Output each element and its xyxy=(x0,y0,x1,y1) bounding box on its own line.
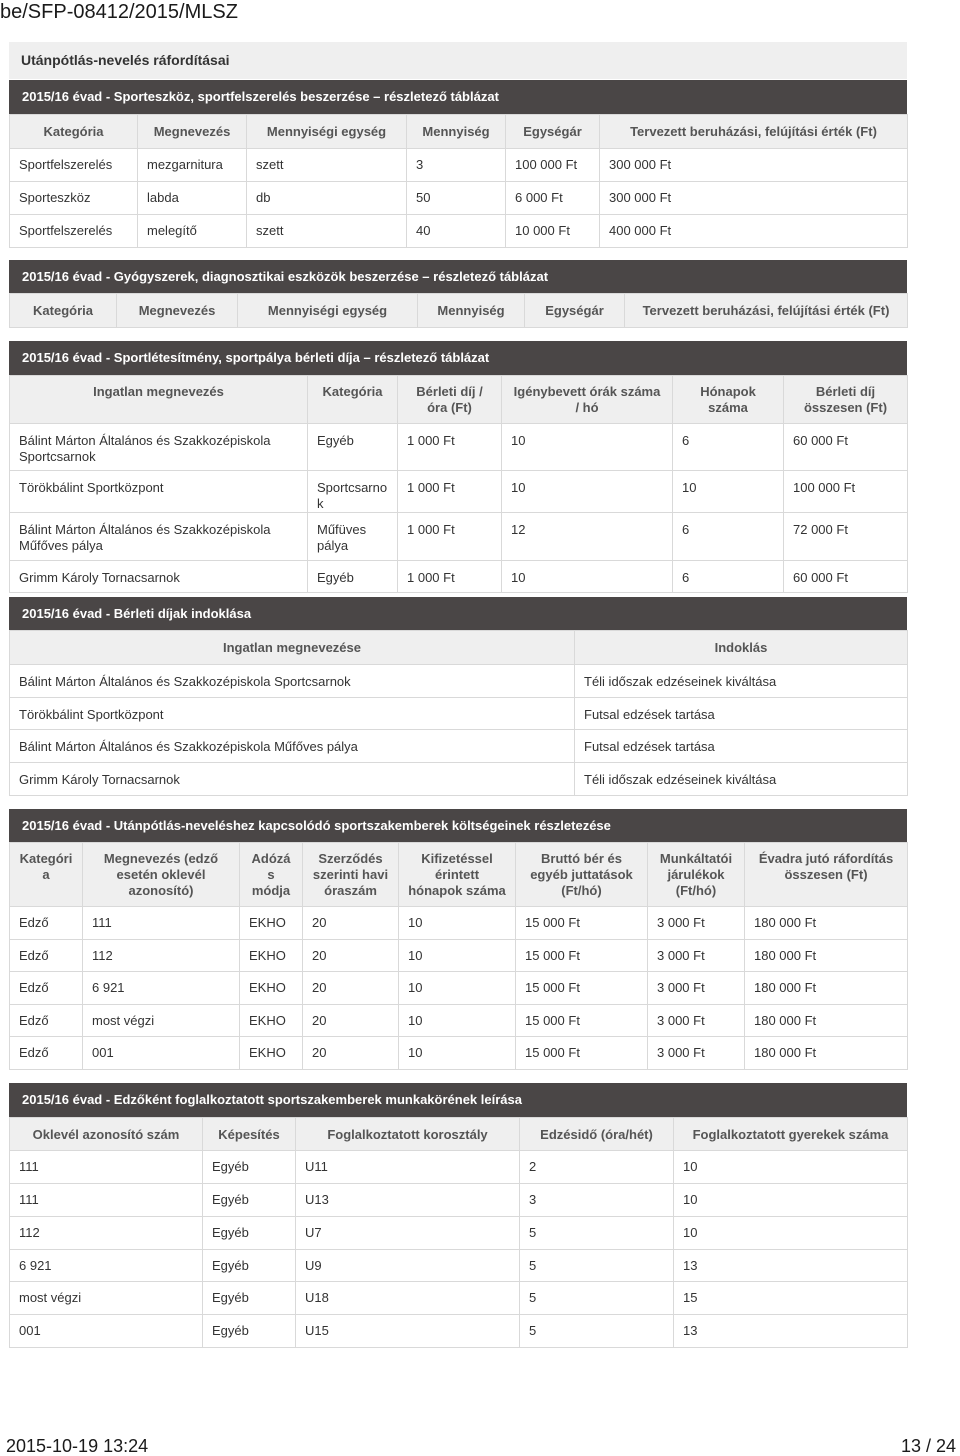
table-cell: 10 xyxy=(502,424,673,471)
table-cell: 6 921 xyxy=(83,972,240,1005)
table-title: 2015/16 évad - Edzőként foglalkoztatott sportszakemberek munkakörének leírása xyxy=(9,1083,907,1117)
column-header: Megnevezés xyxy=(117,294,238,328)
data-table xyxy=(9,1117,908,1348)
table-cell: Egyéb xyxy=(308,561,398,593)
table-cell: Téli időszak edzéseinek kiváltása xyxy=(575,763,908,796)
table-row xyxy=(10,561,908,593)
table-row xyxy=(10,182,908,215)
table-header-row xyxy=(10,631,908,665)
table-cell: Edző xyxy=(10,940,83,972)
table-cell: 10 000 Ft xyxy=(506,215,600,248)
table-cell: EKHO xyxy=(240,972,303,1005)
data-table xyxy=(9,375,908,593)
column-header: Kategória xyxy=(10,843,83,907)
table-cell: 10 xyxy=(399,940,516,972)
table-cell: 1 000 Ft xyxy=(398,471,502,513)
table-cell: 001 xyxy=(83,1037,240,1070)
table-header-row xyxy=(10,843,908,907)
document-id: be/SFP-08412/2015/MLSZ xyxy=(0,1,238,23)
table-cell: 15 000 Ft xyxy=(516,940,648,972)
table-cell: EKHO xyxy=(240,940,303,972)
table-cell: Futsal edzések tartása xyxy=(575,730,908,763)
table-row xyxy=(10,424,908,471)
column-header: Egységár xyxy=(506,115,600,149)
table-cell: 3 xyxy=(407,149,506,182)
column-header: Évadra jutó ráfordítás összesen (Ft) xyxy=(745,843,908,907)
table-cell: EKHO xyxy=(240,1005,303,1037)
table-title: 2015/16 évad - Bérleti díjak indoklása xyxy=(9,597,907,630)
footer-timestamp: 2015-10-19 13:24 xyxy=(6,1436,149,1456)
table-cell: 20 xyxy=(303,972,399,1005)
table-cell: 400 000 Ft xyxy=(600,215,908,248)
table-cell: 180 000 Ft xyxy=(745,907,908,940)
table-cell: 10 xyxy=(502,471,673,513)
section-title: Utánpótlás-nevelés ráfordításai xyxy=(9,42,907,79)
table-cell: 3 000 Ft xyxy=(648,907,745,940)
table-cell: 10 xyxy=(674,1151,908,1184)
table-cell: Bálint Márton Általános és Szakkozépiskola Műfőves pálya xyxy=(10,513,308,561)
table-cell: Törökbálint Sportközpont xyxy=(10,698,575,730)
table-cell: Egyéb xyxy=(203,1250,296,1282)
table-cell: 111 xyxy=(83,907,240,940)
column-header: Ingatlan megnevezése xyxy=(10,631,575,665)
table-cell: EKHO xyxy=(240,907,303,940)
table-cell: Sportcsarnok xyxy=(308,471,398,513)
table-cell: Egyéb xyxy=(203,1282,296,1315)
table-cell: Sportfelszerelés xyxy=(10,215,138,248)
table-cell: 2 xyxy=(520,1151,674,1184)
column-header: Mennyiség xyxy=(407,115,506,149)
data-table xyxy=(9,114,908,248)
table-row xyxy=(10,1151,908,1184)
table-cell: Egyéb xyxy=(203,1315,296,1348)
table-cell: labda xyxy=(138,182,247,215)
table-cell: 100 000 Ft xyxy=(506,149,600,182)
table-cell: 15 xyxy=(674,1282,908,1315)
table-cell: Egyéb xyxy=(203,1217,296,1250)
t4-block xyxy=(9,597,907,796)
table-cell: 3 000 Ft xyxy=(648,1037,745,1070)
table-cell: Grimm Károly Tornacsarnok xyxy=(10,763,575,796)
t2-block xyxy=(9,260,907,328)
table-cell: Bálint Márton Általános és Szakkozépiskola Sportcsarnok xyxy=(10,424,308,471)
column-header: Oklevél azonosító szám xyxy=(10,1118,203,1151)
table-row xyxy=(10,972,908,1005)
column-header: Kategória xyxy=(308,376,398,424)
column-header: Foglalkoztatott korosztály xyxy=(296,1118,520,1151)
column-header: Bérleti díj / óra (Ft) xyxy=(398,376,502,424)
column-header: Mennyiségi egység xyxy=(238,294,418,328)
table-cell: 111 xyxy=(10,1184,203,1217)
column-header: Megnevezés (edző esetén oklevél azonosító) xyxy=(83,843,240,907)
table-cell: 112 xyxy=(10,1217,203,1250)
data-table xyxy=(9,630,908,796)
table-header-row xyxy=(10,1118,908,1151)
table-cell: Sporteszköz xyxy=(10,182,138,215)
column-header: Hónapok száma xyxy=(673,376,784,424)
table-cell: U9 xyxy=(296,1250,520,1282)
table-cell: 3 000 Ft xyxy=(648,1005,745,1037)
column-header: Edzésidő (óra/hét) xyxy=(520,1118,674,1151)
table-cell: 20 xyxy=(303,1005,399,1037)
table-cell: 10 xyxy=(399,972,516,1005)
table-cell: 6 921 xyxy=(10,1250,203,1282)
table-header-row xyxy=(10,294,908,328)
table-row xyxy=(10,513,908,561)
table-cell: 6 000 Ft xyxy=(506,182,600,215)
table-cell: most végzi xyxy=(10,1282,203,1315)
table-row xyxy=(10,1037,908,1070)
table-row xyxy=(10,149,908,182)
table-cell: 15 000 Ft xyxy=(516,972,648,1005)
table-row xyxy=(10,1315,908,1348)
table-row xyxy=(10,1282,908,1315)
column-header: Tervezett beruházási, felújítási érték (Ft) xyxy=(625,294,908,328)
table-cell: Edző xyxy=(10,1005,83,1037)
column-header: Munkáltatói járulékok (Ft/hó) xyxy=(648,843,745,907)
table-cell: 180 000 Ft xyxy=(745,1037,908,1070)
table-cell: Edző xyxy=(10,1037,83,1070)
table-cell: 300 000 Ft xyxy=(600,182,908,215)
table-cell: 1 000 Ft xyxy=(398,561,502,593)
column-header: Egységár xyxy=(525,294,625,328)
table-cell: 180 000 Ft xyxy=(745,940,908,972)
column-header: Foglalkoztatott gyerekek száma xyxy=(674,1118,908,1151)
table-row xyxy=(10,763,908,796)
table-cell: U13 xyxy=(296,1184,520,1217)
table-cell: 60 000 Ft xyxy=(784,424,908,471)
table-row xyxy=(10,1250,908,1282)
table-cell: 20 xyxy=(303,940,399,972)
table-row xyxy=(10,215,908,248)
table-cell: Egyéb xyxy=(203,1151,296,1184)
table-cell: 40 xyxy=(407,215,506,248)
table-cell: 72 000 Ft xyxy=(784,513,908,561)
table-title: 2015/16 évad - Utánpótlás-neveléshez kapcsolódó sportszakemberek költségeinek részletezése xyxy=(9,809,907,842)
column-header: Képesítés xyxy=(203,1118,296,1151)
t6-block xyxy=(9,1083,907,1348)
table-cell: 5 xyxy=(520,1282,674,1315)
table-cell: Sportfelszerelés xyxy=(10,149,138,182)
table-cell: 15 000 Ft xyxy=(516,1005,648,1037)
column-header: Adózás módja xyxy=(240,843,303,907)
column-header: Kategória xyxy=(10,294,117,328)
table-row xyxy=(10,1217,908,1250)
column-header: Megnevezés xyxy=(138,115,247,149)
table-cell: Téli időszak edzéseinek kiváltása xyxy=(575,665,908,698)
table-cell: 300 000 Ft xyxy=(600,149,908,182)
table-cell: U7 xyxy=(296,1217,520,1250)
table-cell: 15 000 Ft xyxy=(516,907,648,940)
table-cell: 6 xyxy=(673,424,784,471)
column-header: Tervezett beruházási, felújítási érték (Ft) xyxy=(600,115,908,149)
table-cell: szett xyxy=(247,149,407,182)
table-cell: Műfüves pálya xyxy=(308,513,398,561)
table-cell: 13 xyxy=(674,1250,908,1282)
table-cell: Futsal edzések tartása xyxy=(575,698,908,730)
table-row xyxy=(10,940,908,972)
table-cell: 10 xyxy=(399,1005,516,1037)
table-cell: 5 xyxy=(520,1315,674,1348)
column-header: Bérleti díj összesen (Ft) xyxy=(784,376,908,424)
column-header: Kategória xyxy=(10,115,138,149)
table-title: 2015/16 évad - Gyógyszerek, diagnosztikai eszközök beszerzése – részletező táblázat xyxy=(9,260,907,293)
table-cell: 180 000 Ft xyxy=(745,1005,908,1037)
table-header-row xyxy=(10,115,908,149)
table-cell: 5 xyxy=(520,1217,674,1250)
table-cell: 50 xyxy=(407,182,506,215)
column-header: Kifizetéssel érintett hónapok száma xyxy=(399,843,516,907)
column-header: Bruttó bér és egyéb juttatások (Ft/hó) xyxy=(516,843,648,907)
data-table xyxy=(9,293,908,328)
data-table xyxy=(9,842,908,1070)
footer-page-number: 13 / 24 xyxy=(900,1436,956,1456)
table-cell: 1 000 Ft xyxy=(398,513,502,561)
table-row xyxy=(10,907,908,940)
table-cell: melegítő xyxy=(138,215,247,248)
table-cell: Egyéb xyxy=(203,1184,296,1217)
table-cell: 60 000 Ft xyxy=(784,561,908,593)
table-row xyxy=(10,1005,908,1037)
table-title: 2015/16 évad - Sportlétesítmény, sportpálya bérleti díja – részletező táblázat xyxy=(9,341,907,375)
table-cell: Bálint Márton Általános és Szakkozépiskola Sportcsarnok xyxy=(10,665,575,698)
table-cell: 3 000 Ft xyxy=(648,972,745,1005)
column-header: Mennyiség xyxy=(418,294,525,328)
column-header: Mennyiségi egység xyxy=(247,115,407,149)
table-cell: 1 000 Ft xyxy=(398,424,502,471)
t1-block xyxy=(9,80,907,248)
table-title: 2015/16 évad - Sporteszköz, sportfelszerelés beszerzése – részletező táblázat xyxy=(9,80,907,114)
table-cell: 20 xyxy=(303,1037,399,1070)
table-header-row xyxy=(10,376,908,424)
table-cell: 001 xyxy=(10,1315,203,1348)
table-cell: most végzi xyxy=(83,1005,240,1037)
table-cell: 6 xyxy=(673,513,784,561)
table-cell: Edző xyxy=(10,907,83,940)
table-cell: 15 000 Ft xyxy=(516,1037,648,1070)
table-cell: 10 xyxy=(674,1184,908,1217)
table-cell: Törökbálint Sportközpont xyxy=(10,471,308,513)
table-cell: 3 xyxy=(520,1184,674,1217)
table-row xyxy=(10,1184,908,1217)
table-row xyxy=(10,471,908,513)
column-header: Szerződés szerinti havi óraszám xyxy=(303,843,399,907)
table-cell: db xyxy=(247,182,407,215)
column-header: Indoklás xyxy=(575,631,908,665)
t3-block xyxy=(9,341,907,593)
table-cell: 10 xyxy=(674,1217,908,1250)
table-cell: 10 xyxy=(673,471,784,513)
table-row xyxy=(10,698,908,730)
table-cell: 10 xyxy=(502,561,673,593)
table-row xyxy=(10,730,908,763)
table-cell: 112 xyxy=(83,940,240,972)
table-cell: 100 000 Ft xyxy=(784,471,908,513)
table-cell: Bálint Márton Általános és Szakkozépiskola Műfőves pálya xyxy=(10,730,575,763)
table-cell: mezgarnitura xyxy=(138,149,247,182)
table-cell: 13 xyxy=(674,1315,908,1348)
table-cell: 3 000 Ft xyxy=(648,940,745,972)
table-cell: Grimm Károly Tornacsarnok xyxy=(10,561,308,593)
table-cell: 10 xyxy=(399,1037,516,1070)
table-cell: 5 xyxy=(520,1250,674,1282)
column-header: Igénybevett órák száma / hó xyxy=(502,376,673,424)
table-cell: 10 xyxy=(399,907,516,940)
table-cell: szett xyxy=(247,215,407,248)
t5-block xyxy=(9,809,907,1070)
table-cell: 6 xyxy=(673,561,784,593)
table-cell: 180 000 Ft xyxy=(745,972,908,1005)
table-cell: 20 xyxy=(303,907,399,940)
table-cell: Edző xyxy=(10,972,83,1005)
table-cell: 111 xyxy=(10,1151,203,1184)
table-cell: U11 xyxy=(296,1151,520,1184)
table-cell: 12 xyxy=(502,513,673,561)
table-cell: EKHO xyxy=(240,1037,303,1070)
column-header: Ingatlan megnevezés xyxy=(10,376,308,424)
table-cell: Egyéb xyxy=(308,424,398,471)
table-cell: U18 xyxy=(296,1282,520,1315)
table-row xyxy=(10,665,908,698)
table-cell: U15 xyxy=(296,1315,520,1348)
